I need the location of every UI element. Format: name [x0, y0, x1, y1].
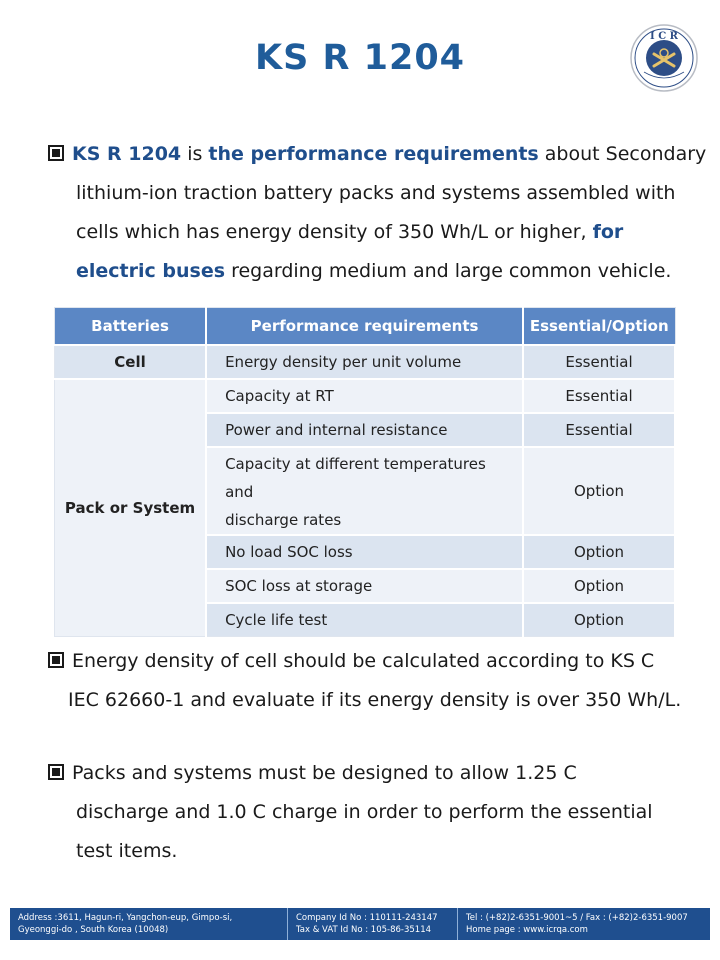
address-line: Gyeonggi-do , South Korea (10048)	[18, 925, 169, 935]
page-title: KS R 1204	[254, 38, 466, 78]
company-id: Company Id No : 110111-243147	[296, 913, 438, 923]
footer-company	[288, 908, 458, 940]
essential-option: Option	[523, 569, 675, 603]
table-row	[55, 379, 676, 413]
essential-option: Essential	[523, 345, 675, 379]
address-line: Address :3611, Hagun-ri, Yangchon-eup, Gimpo-si,	[18, 913, 233, 923]
text-line: IEC 62660-1 and evaluate if its energy density is over 350 Wh/L.	[68, 689, 682, 711]
standard-name: KS R 1204	[72, 143, 182, 165]
icr-seal-icon	[630, 24, 698, 92]
performance-requirements-table	[54, 307, 676, 637]
table-header-row	[55, 308, 676, 345]
text: regarding medium and large common vehicle.	[225, 260, 672, 282]
footer-contact	[458, 908, 710, 940]
requirement: Power and internal resistance	[206, 413, 523, 447]
bullet-energy-density	[48, 642, 681, 720]
essential-option: Option	[523, 603, 675, 637]
tax-id: Tax & VAT Id No : 105-86-35114	[296, 925, 432, 935]
text: about Secondary	[538, 143, 707, 165]
homepage-link[interactable]: Home page : www.icrqa.com	[466, 925, 588, 935]
svg-text:I C R: I C R	[650, 31, 678, 42]
battery-type-pack: Pack or System	[55, 379, 207, 637]
tel-fax: Tel : (+82)2-6351-9001~5 / Fax : (+82)2-6351-9007	[466, 913, 688, 923]
text: Packs and systems must be designed to allow 1.25 C	[72, 762, 577, 784]
essential-option: Option	[523, 535, 675, 569]
highlight-text: electric buses	[76, 260, 226, 282]
essential-option: Essential	[523, 379, 675, 413]
text-line: test items.	[76, 840, 178, 862]
text: Energy density of cell should be calculated according to KS C	[72, 650, 655, 672]
requirement: Cycle life test	[206, 603, 523, 637]
text-line: discharge and 1.0 C charge in order to perform the essential	[76, 801, 653, 823]
text-line: lithium-ion traction battery packs and systems assembled with	[76, 182, 676, 204]
essential-option: Essential	[523, 413, 675, 447]
requirement-line: Capacity at different temperatures and	[225, 454, 486, 501]
requirement	[206, 447, 523, 535]
header-batteries: Batteries	[55, 308, 207, 345]
requirement: SOC loss at storage	[206, 569, 523, 603]
header-essential-option: Essential/Option	[523, 308, 675, 345]
text: is	[181, 143, 209, 165]
footer-bar	[10, 908, 710, 940]
highlight-text: the performance requirements	[208, 143, 539, 165]
table-row	[55, 345, 676, 379]
essential-option: Option	[523, 447, 675, 535]
footer-address	[10, 908, 288, 940]
bullet-square-icon	[48, 652, 64, 668]
requirement: Capacity at RT	[206, 379, 523, 413]
header-performance-requirements: Performance requirements	[206, 308, 523, 345]
requirement: No load SOC loss	[206, 535, 523, 569]
bullet-square-icon	[48, 764, 64, 780]
bullet-square-icon	[48, 145, 64, 161]
bullet-packs-and-systems	[48, 754, 653, 871]
highlight-text: for	[592, 221, 624, 243]
battery-type-cell: Cell	[55, 345, 207, 379]
requirement: Energy density per unit volume	[206, 345, 523, 379]
requirement-line: discharge rates	[225, 510, 342, 529]
text: cells which has energy density of 350 Wh/L or higher,	[76, 221, 593, 243]
bullet-ks-r-1204-intro	[48, 135, 706, 291]
